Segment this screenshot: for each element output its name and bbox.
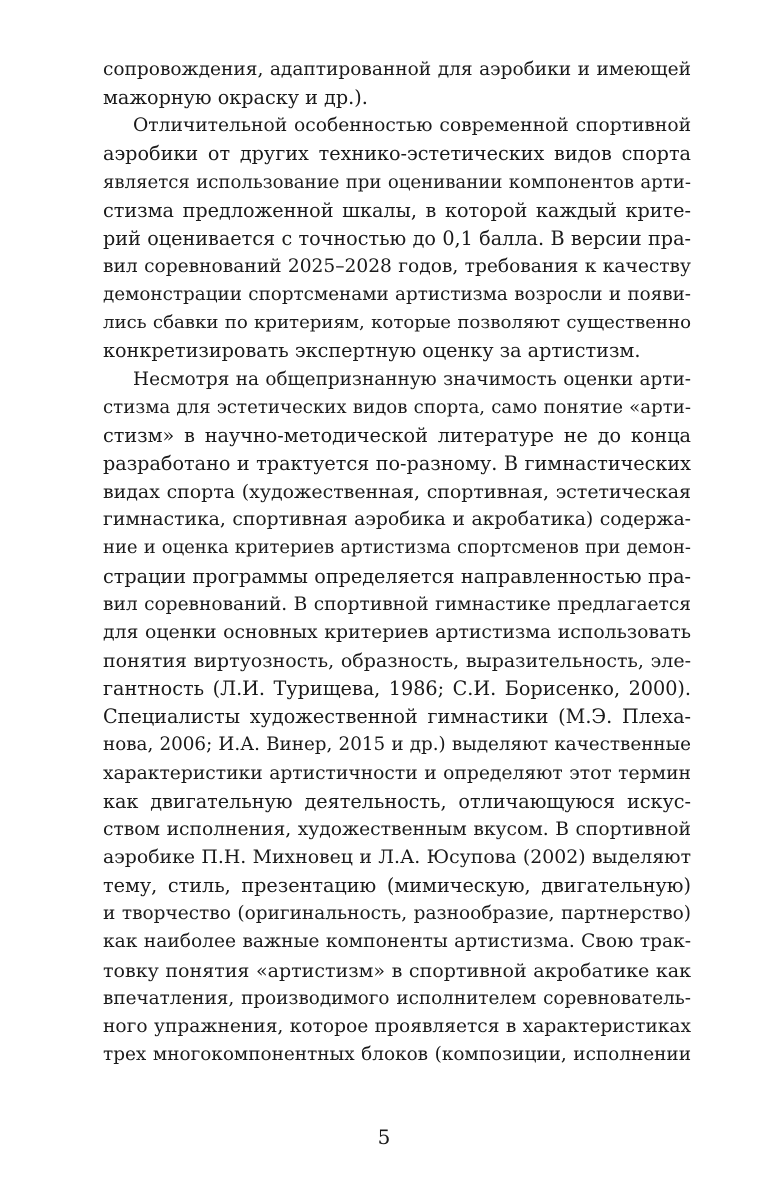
text-line: стизм» в научно-методической литературе не до конца xyxy=(103,423,691,447)
text-line: демонстрации спортсменами артистизма возросли и появи- xyxy=(103,284,691,306)
text-line: является использование при оценивании компонентов арти- xyxy=(103,171,691,193)
text-line: гантность (Л.И. Турищева, 1986; С.И. Борисенко, 2000). xyxy=(103,677,691,701)
text-line: гимнастика, спортивная аэробика и акробатика) содержа- xyxy=(103,509,691,531)
text-line: ного упражнения, которое проявляется в характеристиках xyxy=(103,1015,691,1037)
body-text xyxy=(103,56,691,1069)
text-line: товку понятия «артистизм» в спортивной акробатике как xyxy=(103,959,691,982)
text-line: понятия виртуозность, образность, выразительность, эле- xyxy=(103,649,691,672)
text-line: впечатления, производимого исполнителем соревнователь- xyxy=(103,987,691,1009)
text-line: как двигательную деятельность, отличающуюся искус- xyxy=(103,789,691,813)
text-line: ние и оценка критериев артистизма спортсменов при демон- xyxy=(103,537,691,559)
text-line: вил соревнований 2025–2028 годов, требования к качеству xyxy=(103,255,691,277)
text-line: разработано и трактуется по-разному. В гимнастических xyxy=(103,451,691,475)
text-line: конкретизировать экспертную оценку за артистизм. xyxy=(103,339,641,363)
text-line: сопровождения, адаптированной для аэробики и имеющей xyxy=(103,59,691,80)
text-line: рий оценивается с точностью до 0,1 балла. В версии пра- xyxy=(103,226,691,250)
text-line: Отличительной особенностью современной спортивной xyxy=(133,115,691,137)
text-line: для оценки основных критериев артистизма использовать xyxy=(103,621,691,643)
text-line: лись сбавки по критериям, которые позволяют существенно xyxy=(103,312,691,334)
text-line: Специалисты художественной гимнастики (М.Э. Плеха- xyxy=(103,705,691,729)
text-line: как наиболее важные компоненты артистизма. Свою трак- xyxy=(103,931,691,953)
text-line: стизма предложенной шкалы, в которой каждый крите- xyxy=(103,198,691,222)
text-line: ством исполнения, художественным вкусом. В спортивной xyxy=(103,818,691,840)
text-line: тему, стиль, презентацию (мимическую, двигательную) xyxy=(103,874,691,898)
text-line: страции программы определяется направленностью пра- xyxy=(103,564,691,588)
text-line: мажорную окраску и др.). xyxy=(103,86,368,110)
text-line: нова, 2006; И.А. Винер, 2015 и др.) выделяют качественные xyxy=(103,734,691,756)
text-line: аэробики от других технико-эстетических видов спорта xyxy=(103,142,691,166)
text-line: трех многокомпонентных блоков (композиции, исполнении xyxy=(103,1043,691,1065)
page-number: 5 xyxy=(377,1125,391,1149)
text-line: аэробике П.Н. Михновец и Л.А. Юсупова (2002) выделяют xyxy=(103,846,691,868)
text-line: и творчество (оригинальность, разнообразие, партнерство) xyxy=(103,903,691,925)
text-line: стизма для эстетических видов спорта, само понятие «арти- xyxy=(103,396,691,418)
text-line: характеристики артистичности и определяют этот термин xyxy=(103,762,691,784)
text-line: видах спорта (художественная, спортивная, эстетическая xyxy=(103,481,691,504)
text-line: Несмотря на общепризнанную значимость оценки арти- xyxy=(133,368,691,390)
text-line: вил соревнований. В спортивной гимнастике предлагается xyxy=(103,593,691,615)
